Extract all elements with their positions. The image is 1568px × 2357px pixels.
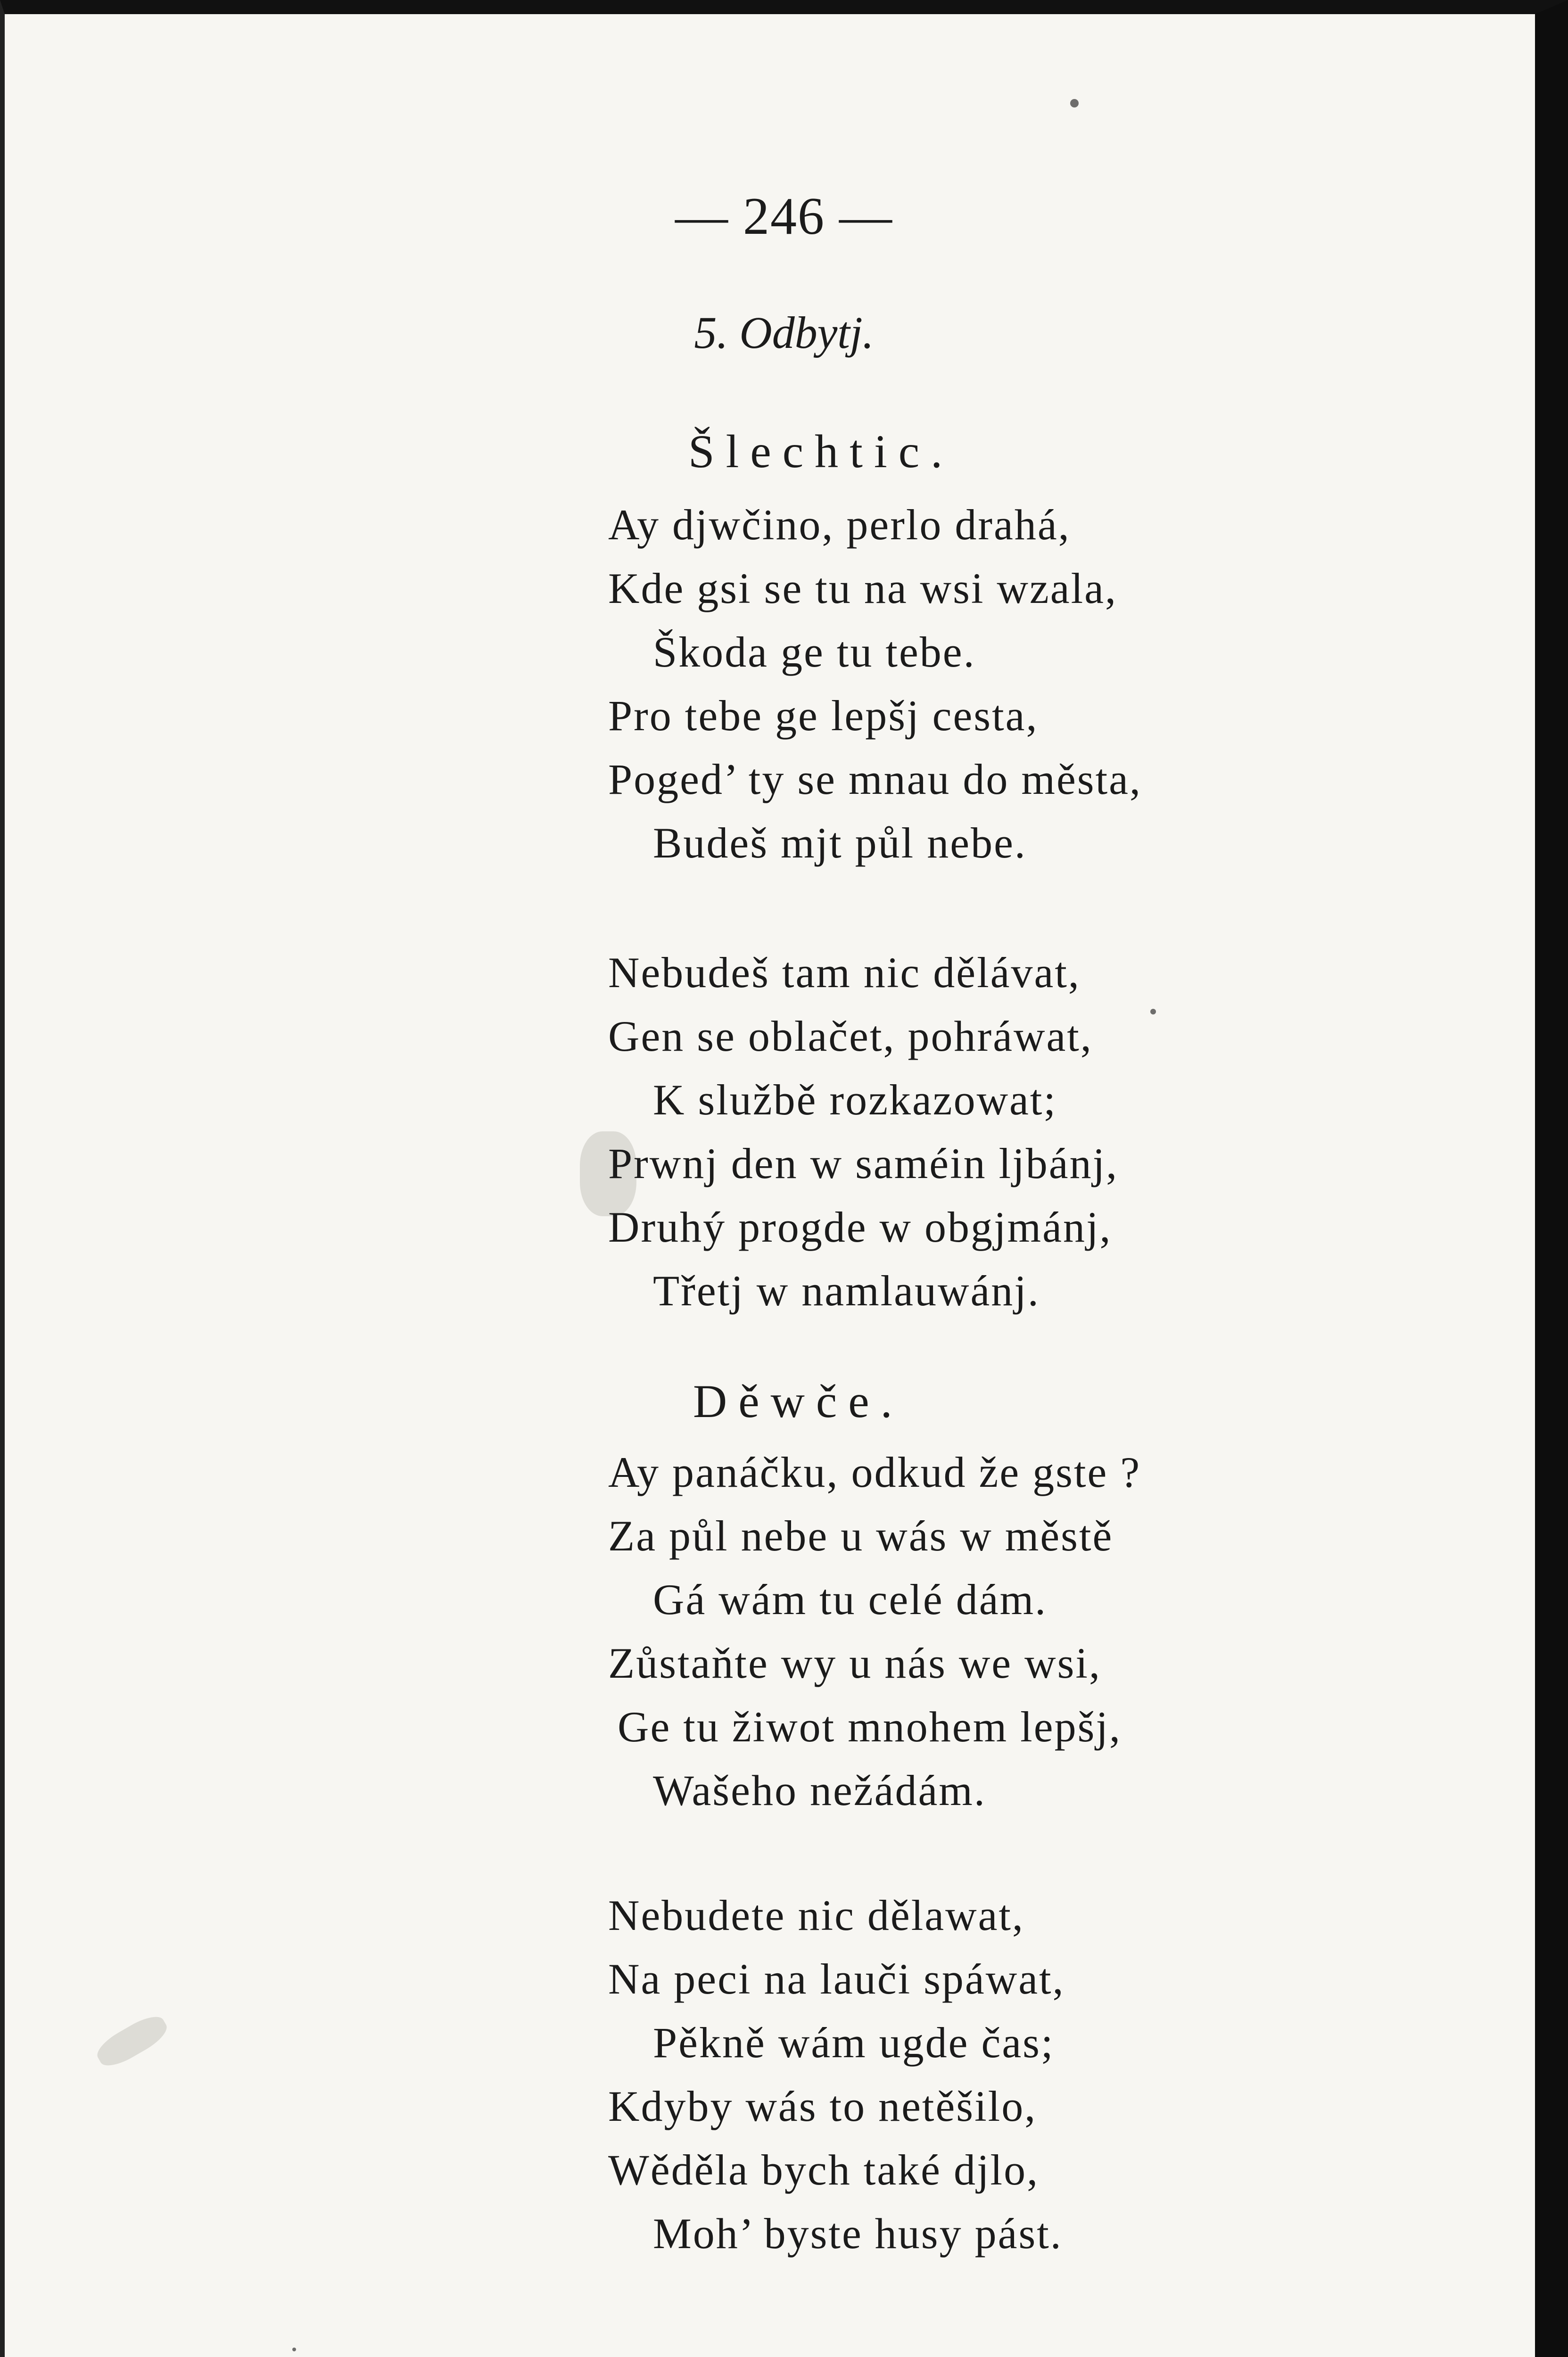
paper-speck	[1150, 1009, 1156, 1014]
verse-line: Moh’ byste husy pást.	[653, 2209, 1063, 2258]
verse-line: Škoda ge tu tebe.	[653, 628, 976, 676]
verse-line: Zůstaňte wy u nás we wsi,	[608, 1639, 1101, 1687]
section-title: 5. Odbytj.	[694, 307, 874, 358]
verse-line: Za půl nebe u wás w městě	[608, 1512, 1114, 1560]
paper-speck	[1070, 99, 1079, 107]
paper-stain	[92, 2010, 172, 2072]
verse-line: Ay djwčino, perlo drahá,	[608, 501, 1071, 549]
verse-line: Nebudeš tam nic dělávat,	[608, 948, 1081, 997]
verse-line: Pro tebe ge lepšj cesta,	[608, 692, 1039, 740]
verse-line: Pěkně wám ugde čas;	[653, 2019, 1055, 2067]
page-number: — 246 —	[675, 187, 893, 246]
verse-line: Prwnj den w saméin ljbánj,	[608, 1139, 1119, 1187]
verse-line: Druhý progde w obgjmánj,	[608, 1203, 1112, 1251]
verse-line: Kde gsi se tu na wsi wzala,	[608, 564, 1117, 612]
verse-line: Wašeho nežádám.	[653, 1766, 986, 1814]
verse-line: Gá wám tu celé dám.	[653, 1575, 1048, 1624]
verse-line: Na peci na lauči spáwat,	[608, 1955, 1065, 2003]
verse-line: Poged’ ty se mnau do města,	[608, 755, 1142, 803]
verse-line: K službě rozkazowat;	[653, 1076, 1057, 1124]
verse-line: Ge tu žiwot mnohem lepšj,	[618, 1703, 1122, 1751]
verse-line: Třetj w namlauwánj.	[653, 1267, 1040, 1315]
verse-line: Gen se oblačet, pohráwat,	[608, 1012, 1093, 1060]
speaker-label: Šlechtic.	[688, 425, 954, 478]
verse-line: Wěděla bych také djlo,	[608, 2146, 1040, 2194]
speaker-label: Děwče.	[693, 1375, 904, 1427]
verse-line: Nebudete nic dělawat,	[608, 1891, 1024, 1939]
paper-speck	[292, 2348, 296, 2351]
verse-line: Budeš mjt půl nebe.	[653, 819, 1027, 867]
verse-line: Ay panáčku, odkud že gste ?	[608, 1448, 1141, 1496]
verse-line: Kdyby wás to netěšilo,	[608, 2082, 1037, 2130]
